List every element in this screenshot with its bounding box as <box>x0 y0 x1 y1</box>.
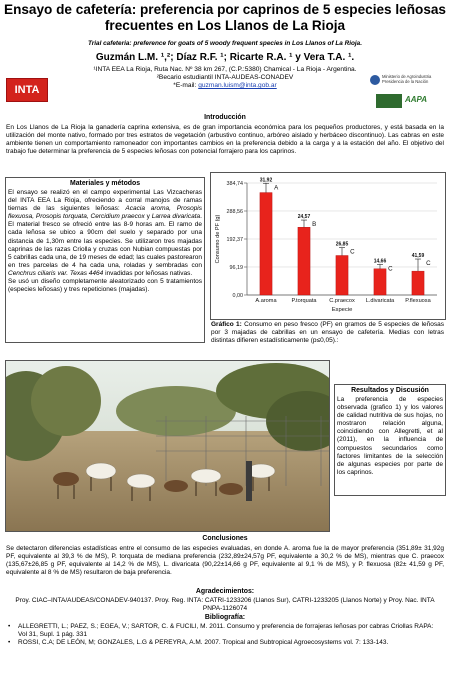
ministerio-logo <box>370 74 446 90</box>
conclusiones-text: Se detectaron diferencias estadísticas entre el consumo de las especies evaluadas, en donde A. aroma fue la de mayor preferencia (351,89± 31,92g PF, equivalente al 39,3 % de MS), P. torquata de mediana preferencia (232,89±24,57g PF, equivalente a 30,2 % de MS), mientras que C. praecox (135,67±26,85 g PF, equivalente al 14,2 % de MS), L. divaricata (90,22±14,66 g PF, equivalente al 9,1 % de MS), y P. flexuosa (82± 41,59 g PF, equivalente al 8 % de MS) resultaron de baja preferencia. <box>6 545 444 577</box>
authors: Guzmán L.M. ¹,²; Díaz R.F. ¹; Ricarte R.A. ¹ y Vera T.A. ¹. <box>95 52 355 63</box>
y-tick-label: 192,37 <box>226 237 243 243</box>
significance-letter: B <box>312 221 317 229</box>
bar <box>412 271 424 295</box>
goats-photo-illustration <box>6 361 329 531</box>
bar-chart <box>211 173 445 319</box>
x-tick-label: P.torquata <box>291 298 317 304</box>
materiales-text <box>8 189 202 294</box>
bib-item: • ROSSI, C.A; DE LEÓN, M; GONZALES, L.G & PEREYRA, A.M. 2007. Tropical and Subtropical Agroecosystems vol. 7: 133-143. <box>6 639 444 647</box>
y-tick-label: 96,19 <box>229 264 243 271</box>
y-tick-label: 0,00 <box>232 293 243 299</box>
error-label: 14,66 <box>373 258 387 265</box>
materiales-paragraph-2: Se usó un diseño completamente aleatorizado con 5 tratamientos (especies leñosas) y tres repeticiones (majadas). <box>8 278 202 294</box>
goats-photo <box>5 360 330 532</box>
y-tick-label: 384,74 <box>226 181 243 187</box>
materiales-title: Materiales y métodos <box>69 180 141 187</box>
error-label: 41,59 <box>411 253 425 260</box>
resultados-title: Resultados y Discusión <box>351 387 429 394</box>
affiliation-1: ¹INTA EEA La Rioja, Ruta Nac. Nº 38 km 267, (C.P.:5380) Chamical - La Rioja - Argentina. <box>93 66 357 73</box>
email-link[interactable]: guzman.luism@inta.gob.ar <box>198 82 277 89</box>
error-label: 24,57 <box>297 214 311 221</box>
agradecimientos-text: Proy. CIAC–INTA/AUDEAS/CONADEV-940137. Proy. Reg. INTA: CATRI-1233206 (Llanos Sur), CATRI-1233205 (Llanos Norte) y Proy. Nac. INTA PNPA-1126074 <box>15 597 435 613</box>
poster-subtitle: Trial cafeteria: preference for goats of 5 woody frequent species in Los Llanos of La Rioja. <box>87 40 363 47</box>
intro-text: En Los Llanos de La Rioja la ganadería caprina extensiva, es de gran importancia económica para los pequeños productores, y está basada en la utilización del monte nativo, formado por tres estratos de vegetación (arbustivo continuo, arbóreo aislado y herbáceo discontinuo). Las cabras en este ambiente tienen un comportamiento ramoneador con importantes cambios en la preferencia debido a la carga y a la estación del año. El objetivo del trabajo fue determinar la preferencia de 5 especies leñosas con potencial forrajero para los caprinos. <box>6 124 444 156</box>
resultados-text: La preferencia de especies observada (grafico 1) y los valores de calidad nutritiva de sus hojas, no mostraron relación alguna, coincidiendo con Allegretti, et al (2011), en la influencia de compuestos secundarios como factores limitantes de la selección de algunas especies por parte de los caprinos. <box>337 396 443 476</box>
intro-title: Introducción <box>204 114 246 121</box>
significance-letter: C <box>426 260 431 268</box>
bibliografia-title: Bibliografía: <box>204 614 246 621</box>
chart-caption <box>211 321 444 345</box>
affiliation-2: ²Becario estudiantil INTA-AUDEAS-CONADEV <box>156 74 294 81</box>
bar <box>260 193 272 295</box>
materiales-paragraph-1: El ensayo se realizó en el campo experimental Las Vizcacheras del INTA EEA La Rioja, ofreciendo a corral manojos de ramas tiernas de las siguientes leñosas: Acacia aroma, Prosopis flexuosa, Prosopis torquata, Cercidium praecox y Larrea divaricata. El material fresco se ofreció entre las 8-9 horas am. El ramo de cada leñosa se ubico a 90cm del suelo y separado por una distancia de 1,30m entre las especies. Se utilizaron tres majadas caprinas de las razas Criolla y cruzas con Nubian compuestas por 5 cabrillas cada una, de 19 meses de edad; las cuales pastorearon en tres parcelas de 4 ha cada una, roladas y sembradas con Cenchrus ciliaris var. Texas 4464 invadidas por leñosas nativas. <box>8 189 203 277</box>
chart-panel <box>210 172 446 320</box>
significance-letter: A <box>274 184 279 192</box>
email-line <box>70 82 380 90</box>
ministerio-logo-text: Ministerio de Agroindustria Presidencia de la Nación <box>382 74 432 84</box>
bar <box>298 227 310 295</box>
significance-letter: C <box>388 265 393 273</box>
conclusiones-title: Conclusiones <box>202 535 248 542</box>
bibliografia-list <box>6 623 444 647</box>
x-tick-label: P.flexuosa <box>405 298 431 304</box>
x-tick-label: A.aroma <box>255 298 277 304</box>
bar <box>374 269 386 295</box>
poster-title: Ensayo de cafetería: preferencia por caprinos de 5 especies leñosas frecuentes en Los Llanos de La Rioja <box>4 2 446 33</box>
significance-letter: C <box>350 248 355 256</box>
y-axis-title: Consumo de PF (g) <box>215 214 221 264</box>
bar <box>336 256 348 295</box>
x-tick-label: L.divaricata <box>365 298 395 304</box>
aapa-logo: AAPA <box>405 95 428 104</box>
chart-caption-text: Consumo en peso fresco (PF) en gramos de 5 especies de leñosas por 3 majadas de cabrillas en un ensayo de cafetería. Medias con letras distintas difieren estadísticamente (p≤0,05).: <box>211 321 445 345</box>
email-label: *E-mail: <box>173 82 197 89</box>
error-label: 26,85 <box>335 241 349 248</box>
inta-logo: INTA <box>6 78 48 102</box>
x-axis-title: Especie <box>331 307 353 313</box>
green-logo <box>376 94 402 108</box>
chart-caption-label: Gráfico 1: <box>211 321 242 328</box>
agradecimientos-title: Agradecimientos: <box>195 588 255 595</box>
y-tick-label: 288,56 <box>226 208 243 215</box>
error-label: 31,92 <box>259 177 273 184</box>
bib-item: • ALLEGRETTI, L.; PAEZ, S.; EGEA, V.; SARTOR, C. & FUCILI, M. 2011. Consumo y preferencia de forrajeras leñosas por cabras Criollas RAPA: Vol 31, Supl. 1 pág. 331 <box>6 623 444 639</box>
x-tick-label: C.praecox <box>329 298 355 304</box>
ministerio-seal-icon <box>370 75 380 85</box>
